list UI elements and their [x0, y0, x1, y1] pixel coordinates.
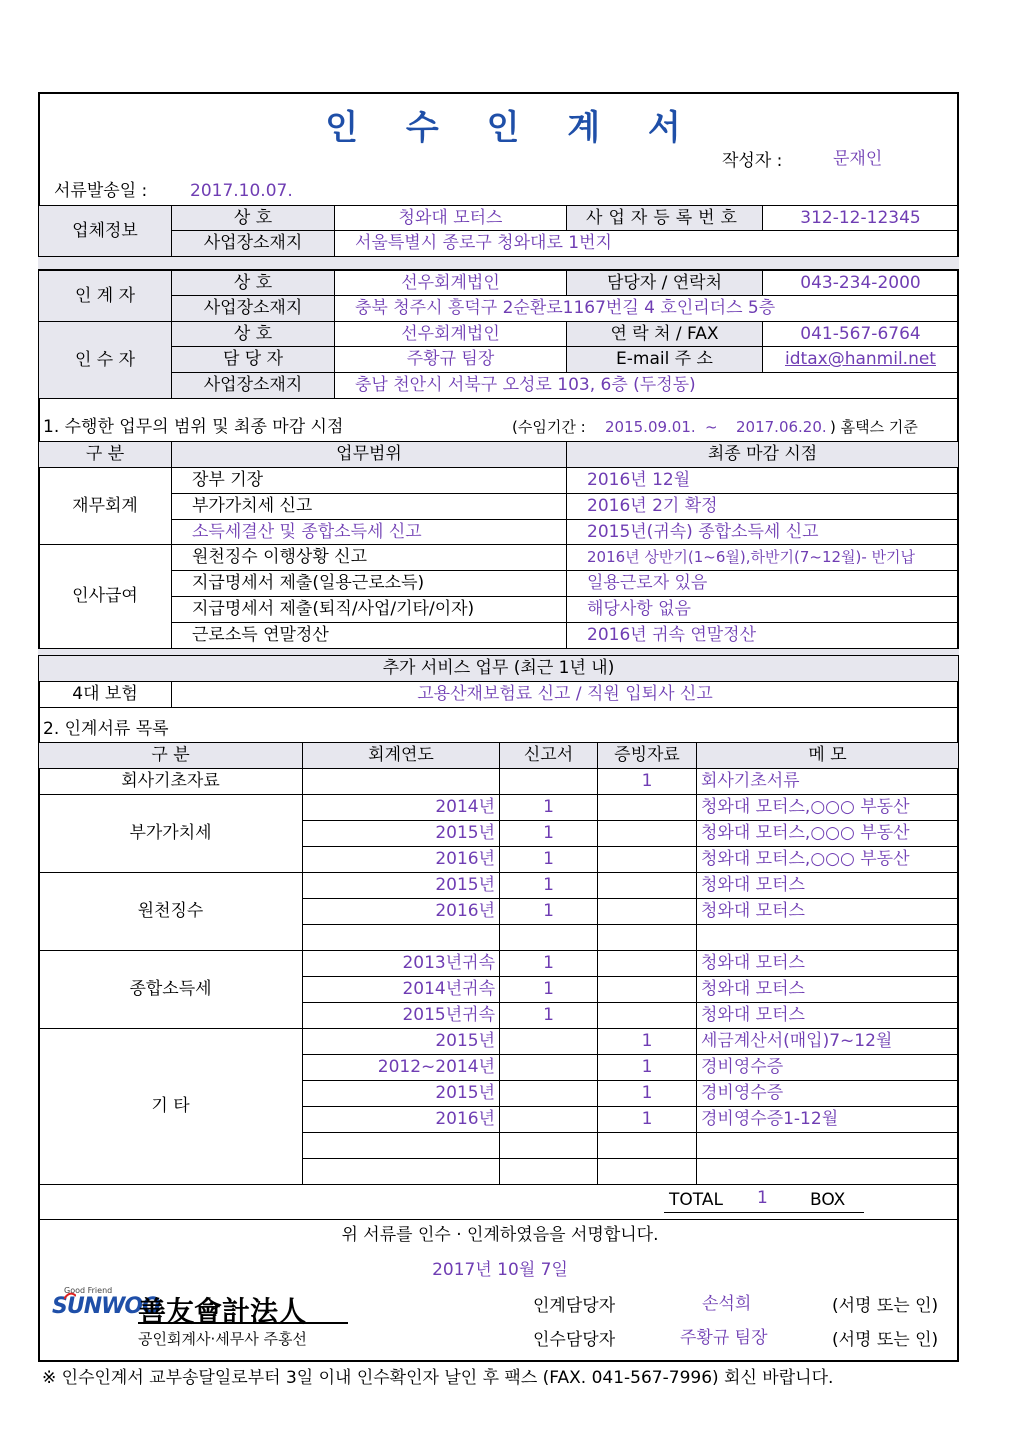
- docs-year: [302, 1158, 500, 1185]
- docs-memo: 청와대 모터스: [696, 1002, 959, 1029]
- giver-signer-name: 손석희: [702, 1294, 752, 1314]
- total-value: 1: [757, 1188, 768, 1208]
- giver-sign-note: (서명 또는 인): [832, 1296, 939, 1316]
- logo-brand: SUNWOO: [52, 1294, 160, 1319]
- extra-service-title: 추가 서비스 업무 (최근 1년 내): [38, 655, 959, 682]
- section2-heading: 2. 인계서류 목록: [43, 719, 169, 739]
- logo-swoosh-icon: [64, 1292, 76, 1300]
- scope-row-deadline: 2016년 귀속 연말정산: [566, 622, 959, 649]
- giver-name: 선우회계법인: [334, 270, 567, 296]
- docs-report: 1: [499, 1002, 598, 1029]
- logo-divider: [138, 1322, 348, 1324]
- docs-evidence: [597, 950, 697, 977]
- docs-report: 1: [499, 846, 598, 873]
- document-title: 인 수 인 계 서: [325, 108, 699, 148]
- docs-report: [499, 1132, 598, 1159]
- giver-signer-label: 인계담당자: [533, 1296, 616, 1316]
- docs-memo: 청와대 모터스: [696, 976, 959, 1003]
- scope-header-deadline: 최종 마감 시점: [566, 441, 959, 468]
- docs-year: [302, 924, 500, 951]
- docs-report: [499, 1080, 598, 1107]
- scope-row-scope: 지급명세서 제출(일용근로소득): [171, 570, 567, 597]
- docs-memo: 세금계산서(매입)7~12월: [696, 1028, 959, 1055]
- send-date-label: 서류발송일 :: [54, 181, 148, 201]
- docs-year: [302, 1132, 500, 1159]
- giver-contact: 043-234-2000: [762, 270, 959, 296]
- receiver-sign-note: (서명 또는 인): [832, 1330, 939, 1350]
- scope-row-deadline: 2016년 12월: [566, 467, 959, 494]
- docs-memo: 청와대 모터스,○○○ 부동산: [696, 846, 959, 873]
- docs-evidence: 1: [597, 1106, 697, 1133]
- docs-report: 1: [499, 976, 598, 1003]
- scope-header-category: 구 분: [38, 441, 172, 468]
- receiver-section-label: 인 수 자: [38, 321, 172, 399]
- docs-year: 2015년: [302, 1028, 500, 1055]
- company-name-label: 상 호: [171, 205, 335, 231]
- total-unit: BOX: [810, 1190, 846, 1210]
- docs-evidence: 1: [597, 768, 697, 795]
- author-label: 작성자 :: [722, 151, 783, 171]
- docs-report: 1: [499, 820, 598, 847]
- docs-report: 1: [499, 898, 598, 925]
- docs-year: 2015년: [302, 820, 500, 847]
- receiver-email-link[interactable]: idtax@hanmil.net: [762, 346, 959, 373]
- extra-service-value: 고용산재보험료 신고 / 직원 입퇴사 신고: [171, 681, 959, 708]
- docs-evidence: 1: [597, 1028, 697, 1055]
- receiver-email-label: E-mail 주 소: [566, 346, 763, 373]
- docs-year: 2015년: [302, 1080, 500, 1107]
- footer-note: ※ 인수인계서 교부송달일로부터 3일 이내 인수확인자 날인 후 팩스 (FAX. 041-567-7996) 회신 바랍니다.: [42, 1368, 834, 1388]
- scope-row-deadline: 2016년 2기 확정: [566, 493, 959, 520]
- scope-group-name: 재무회계: [38, 467, 172, 545]
- docs-report: [499, 1106, 598, 1133]
- docs-year: [302, 768, 500, 795]
- docs-header-year: 회계연도: [302, 742, 500, 769]
- scope-row-scope: 지급명세서 제출(퇴직/사업/기타/이자): [171, 596, 567, 623]
- section1-heading: 1. 수행한 업무의 범위 및 최종 마감 시점: [43, 417, 344, 437]
- receiver-name-label: 상 호: [171, 321, 335, 347]
- giver-name-label: 상 호: [171, 270, 335, 296]
- docs-memo: 경비영수증1-12월: [696, 1106, 959, 1133]
- docs-memo: 청와대 모터스,○○○ 부동산: [696, 820, 959, 847]
- docs-report: 1: [499, 794, 598, 821]
- company-logo: [52, 1286, 352, 1356]
- giver-contact-label: 담당자 / 연락처: [566, 270, 763, 296]
- scope-row-deadline: 일용근로자 있음: [566, 570, 959, 597]
- docs-group-name: 기 타: [38, 1028, 303, 1185]
- period-end: 2017.06.20.: [736, 418, 827, 436]
- docs-evidence: [597, 872, 697, 899]
- scope-row-scope: 부가가치세 신고: [171, 493, 567, 520]
- company-reg-number: 312-12-12345: [762, 205, 959, 231]
- docs-report: [499, 1054, 598, 1081]
- logo-subtitle: 공인회계사·세무사 주홍선: [138, 1330, 307, 1348]
- docs-report: [499, 1158, 598, 1185]
- docs-memo: 청와대 모터스: [696, 872, 959, 899]
- scope-group-name: 인사급여: [38, 544, 172, 649]
- docs-header-report: 신고서: [499, 742, 598, 769]
- docs-year: 2015년: [302, 872, 500, 899]
- scope-row-scope: 소득세결산 및 종합소득세 신고: [171, 519, 567, 545]
- scope-row-scope: 원천징수 이행상황 신고: [171, 544, 567, 571]
- receiver-manager: 주황규 팀장: [334, 346, 567, 373]
- docs-evidence: [597, 1002, 697, 1029]
- receiver-phone-label: 연 락 처 / FAX: [566, 321, 763, 347]
- docs-report: 1: [499, 872, 598, 899]
- docs-group-name: 부가가치세: [38, 794, 303, 873]
- docs-report: [499, 924, 598, 951]
- send-date: 2017.10.07.: [190, 181, 293, 201]
- docs-evidence: [597, 924, 697, 951]
- docs-memo: [696, 1132, 959, 1159]
- total-underline: [664, 1212, 864, 1213]
- scope-row-deadline: 해당사항 없음: [566, 596, 959, 623]
- scope-row-scope: 근로소득 연말정산: [171, 622, 567, 649]
- docs-evidence: 1: [597, 1054, 697, 1081]
- docs-memo: [696, 1158, 959, 1185]
- scope-row-scope: 장부 기장: [171, 467, 567, 494]
- docs-report: [499, 1028, 598, 1055]
- company-name: 청와대 모터스: [334, 205, 567, 231]
- docs-evidence: [597, 1132, 697, 1159]
- period-start: 2015.09.01.: [605, 418, 696, 436]
- docs-memo: [696, 924, 959, 951]
- extra-service-label: 4대 보험: [38, 681, 172, 708]
- docs-header-category: 구 분: [38, 742, 303, 769]
- sign-date: 2017년 10월 7일: [432, 1260, 568, 1280]
- docs-memo: 청와대 모터스: [696, 950, 959, 977]
- logo-tagline: Good Friend: [64, 1286, 113, 1295]
- scope-row-deadline: 2015년(귀속) 종합소득세 신고: [566, 519, 959, 545]
- logo-name: 善友會計法人: [138, 1295, 307, 1328]
- receiver-signer-label: 인수담당자: [533, 1330, 616, 1350]
- scope-row-deadline: 2016년 상반기(1~6월),하반기(7~12월)- 반기납: [566, 544, 959, 571]
- docs-evidence: 1: [597, 1080, 697, 1107]
- docs-report: 1: [499, 950, 598, 977]
- docs-header-evidence: 증빙자료: [597, 742, 697, 769]
- docs-year: 2014년귀속: [302, 976, 500, 1003]
- docs-memo: 경비영수증: [696, 1054, 959, 1081]
- receiver-address: 충남 천안시 서북구 오성로 103, 6층 (두정동): [334, 372, 959, 399]
- docs-year: 2014년: [302, 794, 500, 821]
- docs-memo: 청와대 모터스,○○○ 부동산: [696, 794, 959, 821]
- docs-evidence: [597, 1158, 697, 1185]
- docs-evidence: [597, 976, 697, 1003]
- total-label: TOTAL: [669, 1190, 723, 1210]
- docs-evidence: [597, 846, 697, 873]
- docs-memo: 회사기초서류: [696, 768, 959, 795]
- separator-bar: [38, 256, 959, 270]
- period-prefix: (수임기간 :: [512, 418, 586, 436]
- docs-memo: 경비영수증: [696, 1080, 959, 1107]
- docs-memo: 청와대 모터스: [696, 898, 959, 925]
- author-name: 문재인: [833, 149, 883, 169]
- company-address: 서울특별시 종로구 청와대로 1번지: [334, 230, 959, 257]
- period-separator: ~: [705, 418, 718, 436]
- receiver-addr-label: 사업장소재지: [171, 372, 335, 399]
- giver-section-label: 인 계 자: [38, 270, 172, 322]
- company-section-label: 업체정보: [38, 205, 172, 257]
- docs-header-memo: 메 모: [696, 742, 959, 769]
- docs-year: 2016년: [302, 898, 500, 925]
- docs-year: 2013년귀속: [302, 950, 500, 977]
- docs-evidence: [597, 820, 697, 847]
- sign-statement: 위 서류를 인수 · 인계하였음을 서명합니다.: [341, 1225, 659, 1245]
- receiver-phone: 041-567-6764: [762, 321, 959, 347]
- docs-group-name: 회사기초자료: [38, 768, 303, 795]
- scope-header-scope: 업무범위: [171, 441, 567, 468]
- period-suffix: ) 홈택스 기준: [830, 418, 918, 436]
- docs-group-name: 원천징수: [38, 872, 303, 951]
- docs-year: 2012~2014년: [302, 1054, 500, 1081]
- docs-group-name: 종합소득세: [38, 950, 303, 1029]
- docs-evidence: [597, 794, 697, 821]
- company-addr-label: 사업장소재지: [171, 230, 335, 257]
- receiver-name: 선우회계법인: [334, 321, 567, 347]
- docs-evidence: [597, 898, 697, 925]
- receiver-signer-name: 주황규 팀장: [680, 1328, 768, 1348]
- receiver-manager-label: 담 당 자: [171, 346, 335, 373]
- docs-year: 2015년귀속: [302, 1002, 500, 1029]
- company-reg-label: 사업자등록번호: [566, 205, 763, 231]
- docs-report: [499, 768, 598, 795]
- docs-year: 2016년: [302, 846, 500, 873]
- giver-addr-label: 사업장소재지: [171, 295, 335, 322]
- giver-address: 충북 청주시 흥덕구 2순환로1167번길 4 호인리더스 5층: [334, 295, 959, 322]
- docs-year: 2016년: [302, 1106, 500, 1133]
